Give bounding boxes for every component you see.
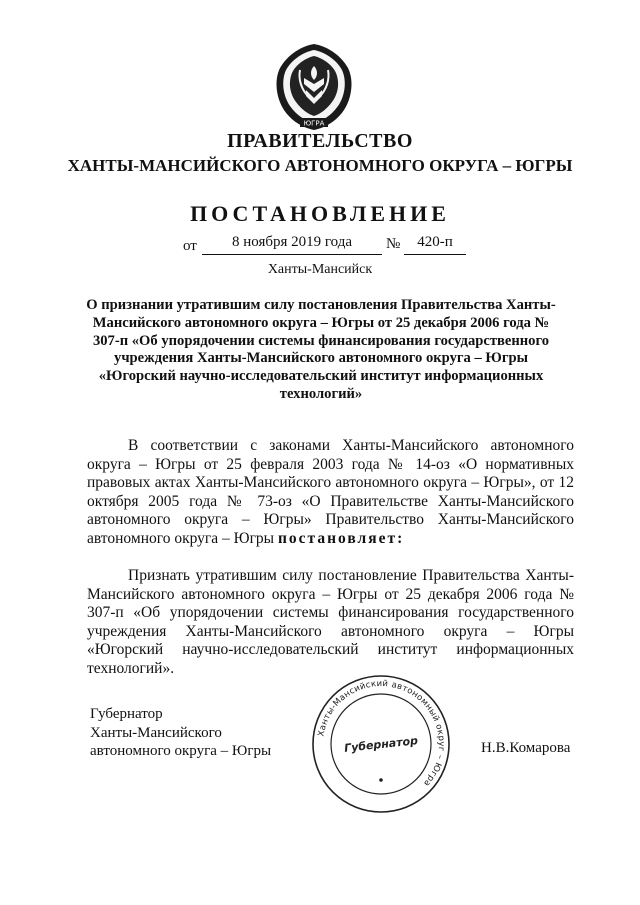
position-line-3: автономного округа – Югры: [90, 743, 272, 759]
date-prefix: от: [183, 238, 197, 254]
document-type: ПОСТАНОВЛЕНИЕ: [190, 201, 450, 226]
paragraph-1-text: В соответствии с законами Ханты-Мансийского автономного округа – Югры от 25 февраля 2003 года № 14-оз «О нормативных правовых актах Ханты-Мансийского автономного округа – Югры», от 12 октября 2005 года № 73-оз «О Правительстве Ханты-Мансийского автономного округа – Югры» Правительство Ханты-Мансийского автономного округа – Югры: [87, 437, 574, 547]
date-underline: [202, 254, 382, 255]
document-title: О признании утратившим силу постановления Правительства Ханты-Мансийского автономного округа – Югры от 25 декабря 2006 года № 307-п «Об упорядочении системы финансирования государственного учреждения Ханты-Мансийского автономного округа – Югры «Югорский научно-исследовательский институт информационных технологий»: [86, 297, 556, 402]
signatory-position: [90, 705, 271, 761]
document-number: 420-п: [417, 234, 453, 250]
emblem-label: ЮГРА: [303, 119, 325, 128]
signatory-name: Н.В.Комарова: [481, 740, 571, 756]
position-line-1: Губернатор: [90, 706, 163, 722]
document-city: Ханты-Мансийск: [267, 262, 373, 277]
svg-text:Ханты-Мансийский автономный ок: [316, 679, 446, 788]
official-stamp: [309, 672, 453, 816]
organization-name: ПРАВИТЕЛЬСТВО: [227, 130, 413, 152]
number-prefix: №: [386, 236, 401, 252]
position-line-2: Ханты-Мансийского: [90, 724, 222, 741]
resolution-keyword: постановляет:: [277, 529, 405, 547]
coat-of-arms-icon: [268, 40, 360, 132]
body-paragraph-2: Признать утратившим силу постановление Правительства Ханты-Мансийского автономного округа – Югры от 25 декабря 2006 года № 307-п «Об упорядочении системы финансирования государственного учреждения Ханты-Мансийского автономного округа – Югры «Югорский научно-исследовательский институт информационных технологий».: [87, 567, 574, 677]
document-date: 8 ноября 2019 года: [231, 234, 353, 250]
stamp-ring-text: Ханты-Мансийский автономный округ – Югра: [316, 678, 447, 789]
stamp-center-text: Губернатор: [343, 734, 419, 755]
body-paragraph-1: [87, 437, 574, 549]
date-number-row: [0, 234, 640, 256]
organization-region: ХАНТЫ-МАНСИЙСКОГО АВТОНОМНОГО ОКРУГА – ЮГРЫ: [67, 156, 573, 175]
number-underline: [404, 254, 466, 255]
